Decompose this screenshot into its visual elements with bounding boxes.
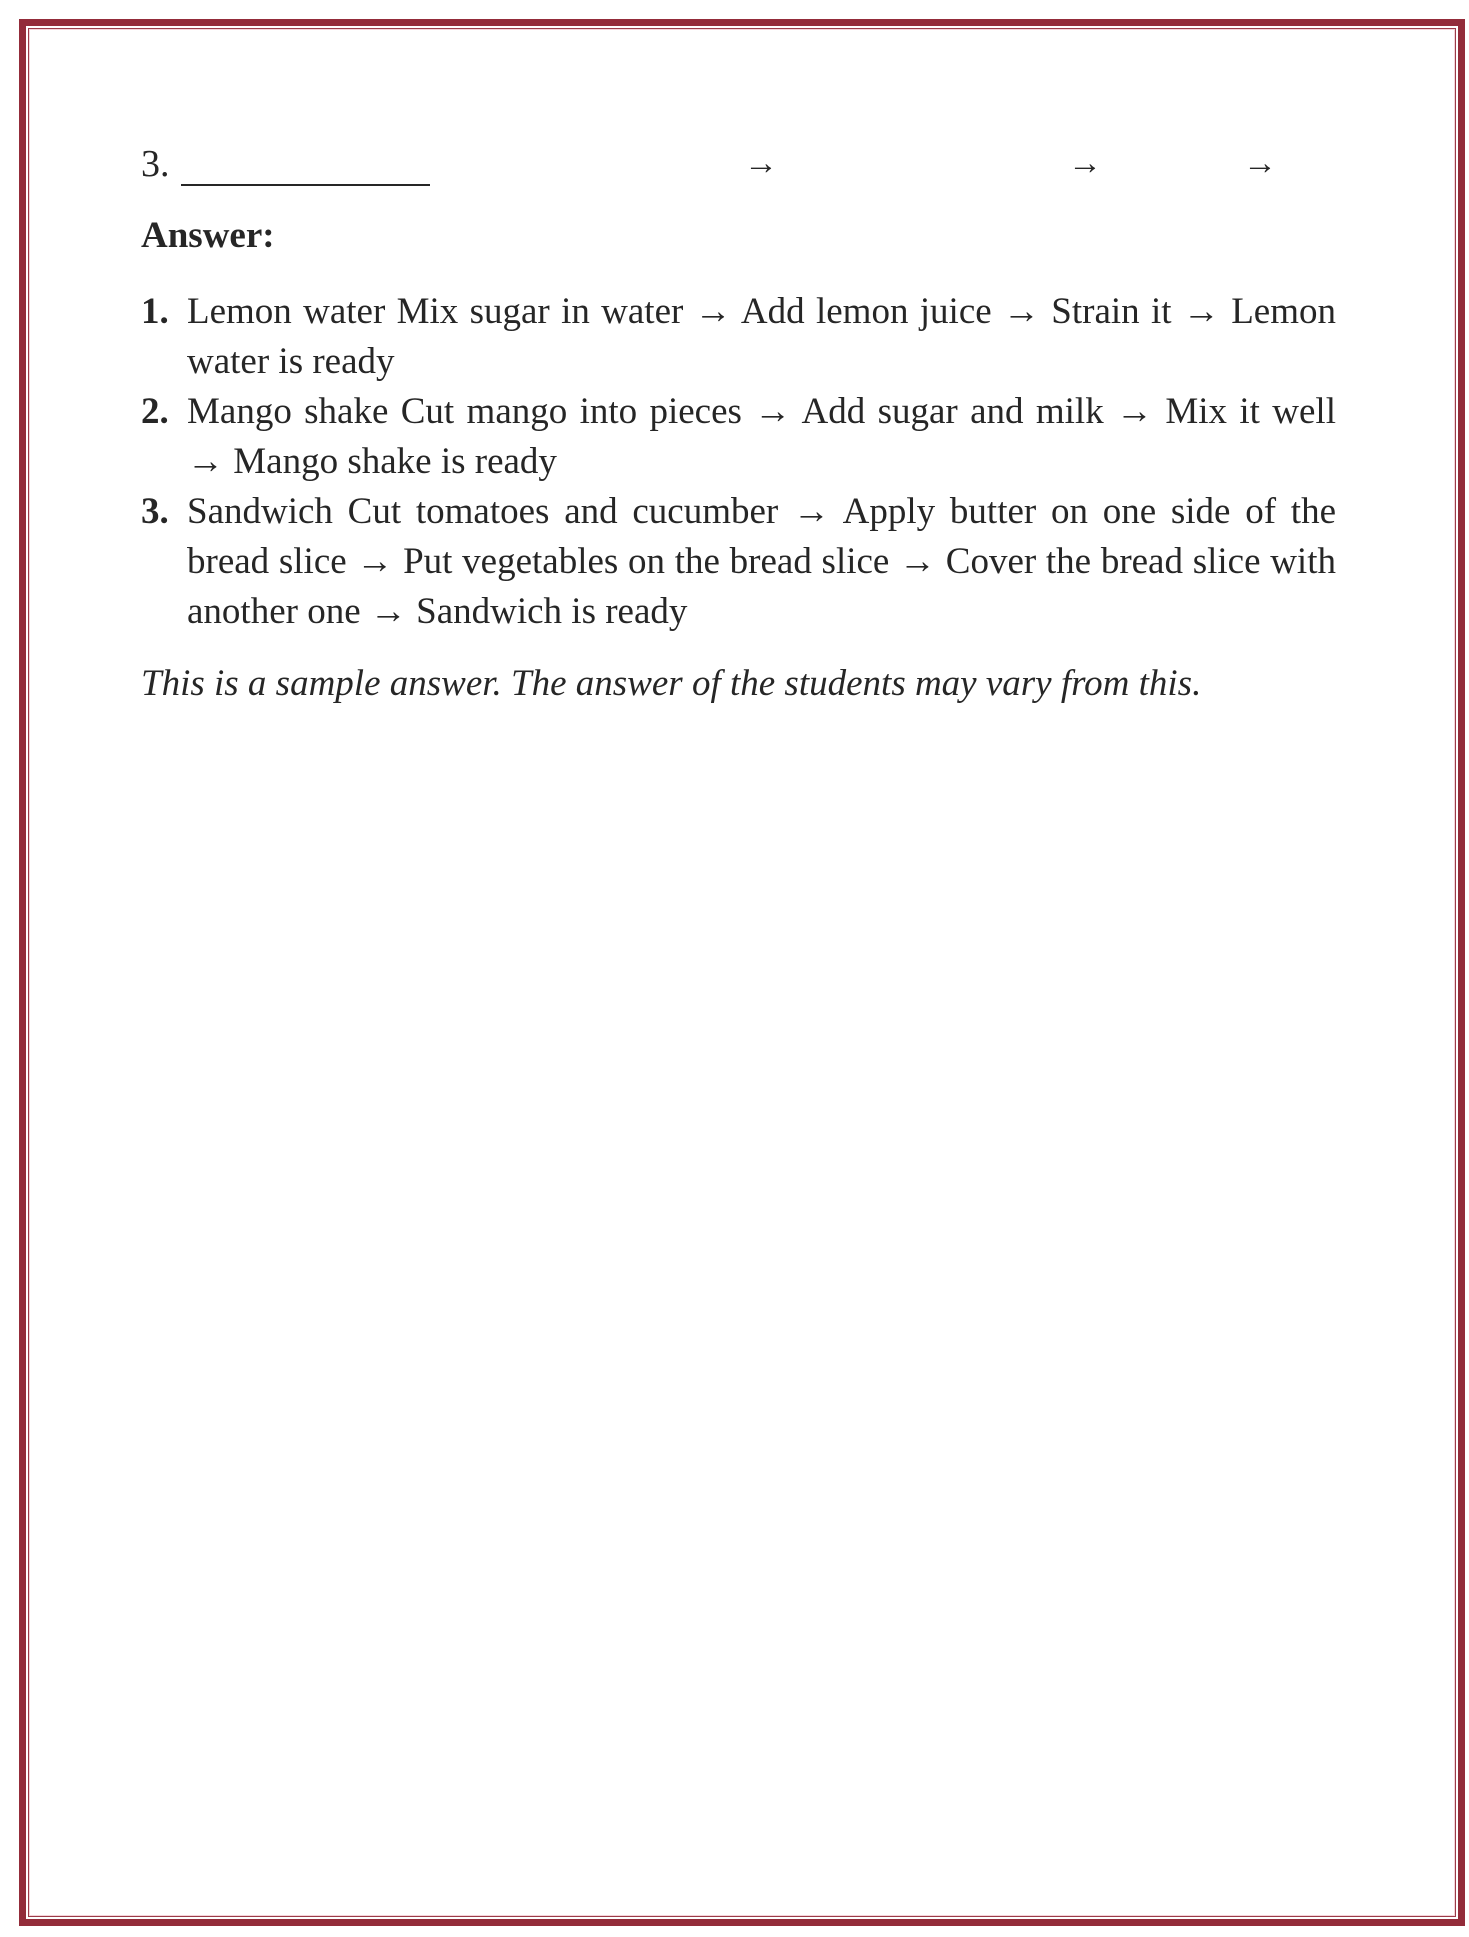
question-blank-line (181, 184, 430, 186)
sample-answer-note: This is a sample answer. The answer of the students may vary from this. (141, 663, 1202, 704)
answer-list (141, 287, 1336, 637)
item-number: 2. (141, 391, 169, 432)
question-number: 3. (141, 143, 170, 185)
item-text: Sandwich Cut tomatoes and cucumber → Apply butter on one side of the bread slice → Put vegetables on the bread slice → Cover the bread slice with another one → Sandwich is ready (187, 491, 1336, 632)
arrow-icon: → (744, 145, 778, 182)
arrow-icon: → (1068, 145, 1102, 182)
item-number: 3. (141, 491, 169, 532)
answer-item (141, 387, 1336, 487)
arrow-icon: → (1243, 145, 1277, 182)
item-text: Lemon water Mix sugar in water → Add lemon juice → Strain it → Lemon water is ready (187, 291, 1336, 382)
item-number: 1. (141, 291, 169, 332)
answer-heading: Answer: (141, 215, 275, 256)
answer-item (141, 487, 1336, 637)
answer-item (141, 287, 1336, 387)
item-text: Mango shake Cut mango into pieces → Add sugar and milk → Mix it well → Mango shake is ready (187, 391, 1336, 482)
